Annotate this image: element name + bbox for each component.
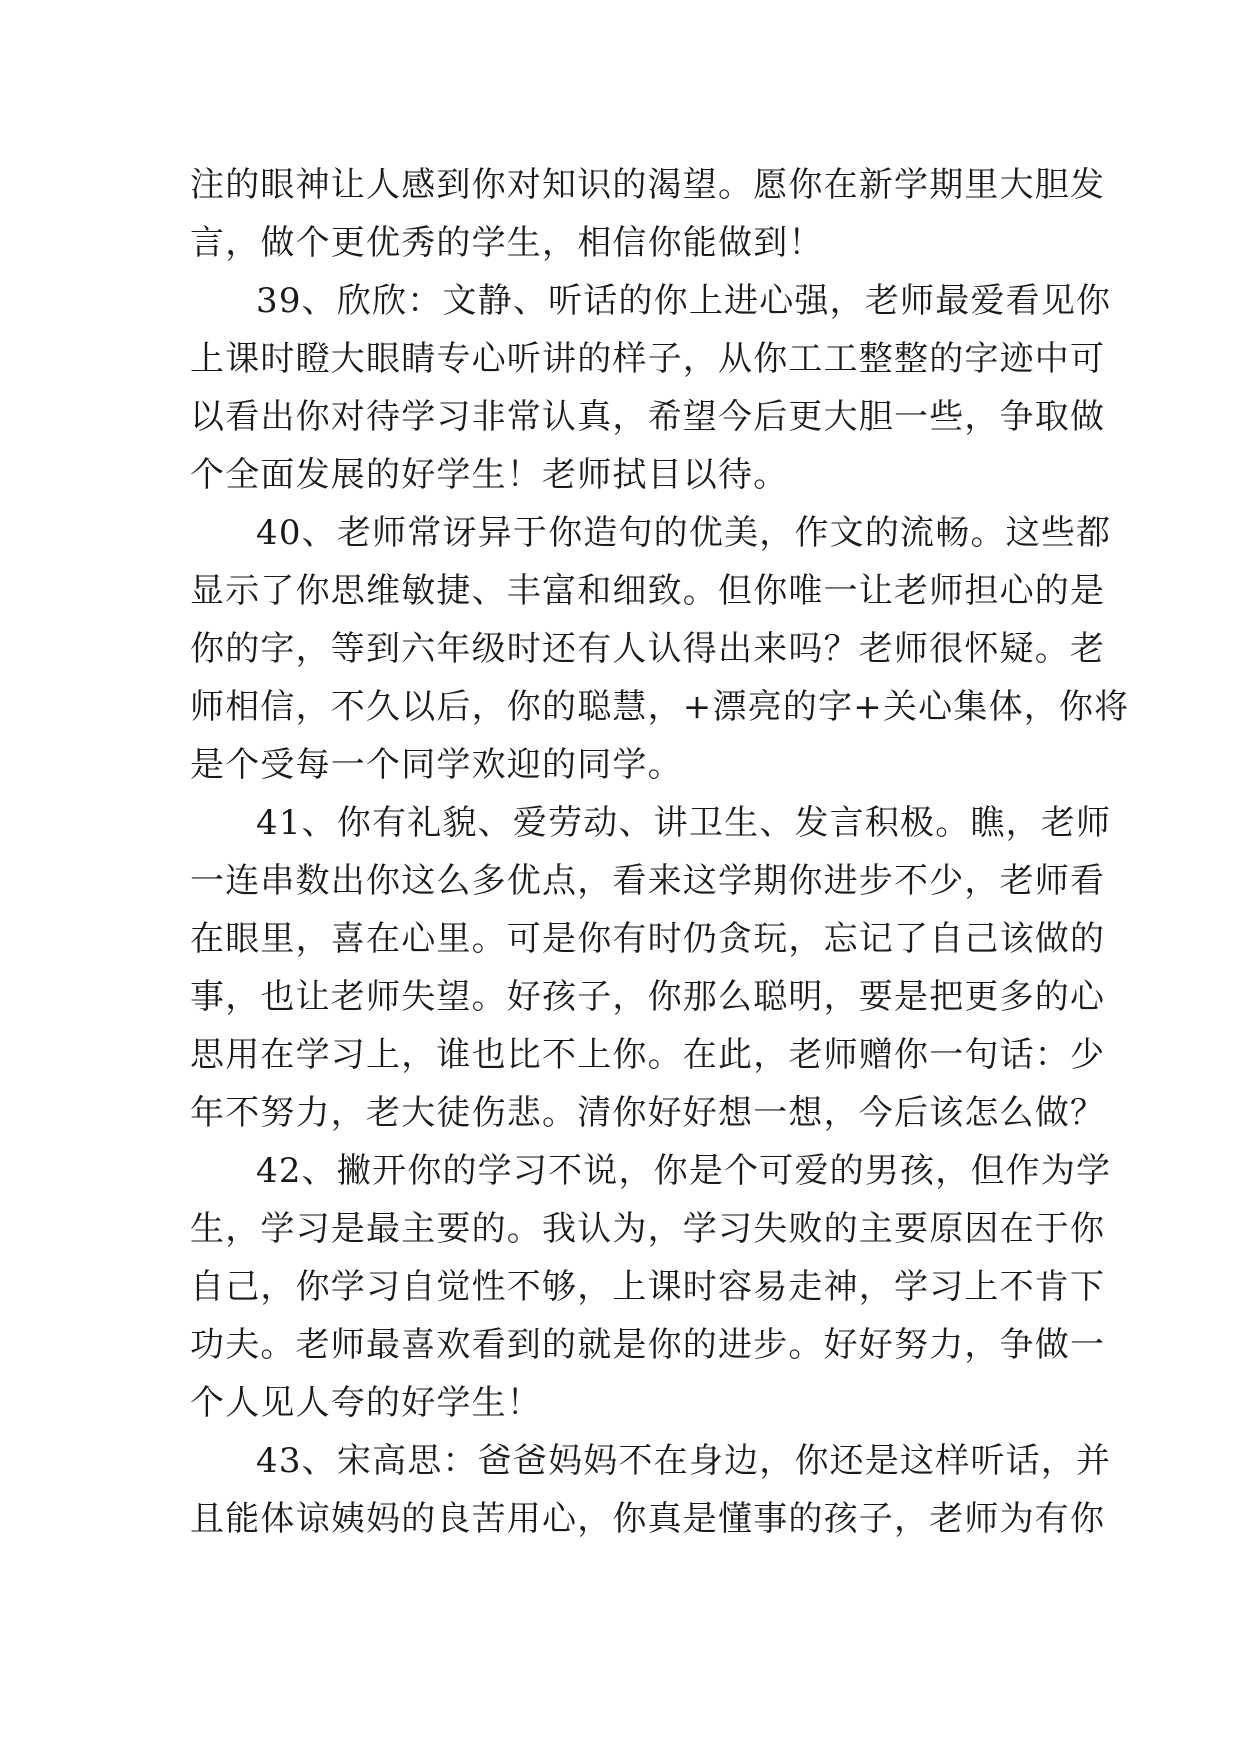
text-line: 42、撇开你的学习不说，你是个可爱的男孩，但作为学 (256, 1151, 1112, 1191)
text-line: 言，做个更优秀的学生，相信你能做到！ (190, 223, 824, 263)
document-body (190, 156, 1130, 1548)
text-line: 事，也让老师失望。好孩子，你那么聪明，要是把更多的心 (190, 977, 1106, 1017)
text-line: 43、宋高思：爸爸妈妈不在身边，你还是这样听话，并 (256, 1441, 1112, 1481)
text-line: 个人见人夸的好学生！ (190, 1383, 542, 1423)
text-line: 思用在学习上，谁也比不上你。在此，老师赠你一句话：少 (190, 1035, 1106, 1075)
text-line: 注的眼神让人感到你对知识的渴望。愿你在新学期里大胆发 (190, 165, 1106, 205)
text-line: 40、老师常讶异于你造句的优美，作文的流畅。这些都 (256, 513, 1112, 553)
text-line: 41、你有礼貌、爱劳动、讲卫生、发言积极。瞧，老师 (256, 803, 1112, 843)
text-line: 自己，你学习自觉性不够，上课时容易走神，学习上不肯下 (190, 1267, 1106, 1307)
text-line: 你的字，等到六年级时还有人认得出来吗？老师很怀疑。老 (190, 629, 1106, 669)
text-line: 且能体谅姨妈的良苦用心，你真是懂事的孩子，老师为有你 (190, 1499, 1106, 1539)
text-line: 上课时瞪大眼睛专心听讲的样子，从你工工整整的字迹中可 (190, 339, 1106, 379)
text-line: 一连串数出你这么多优点，看来这学期你进步不少，老师看 (190, 861, 1106, 901)
text-line: 以看出你对待学习非常认真，希望今后更大胆一些，争取做 (190, 397, 1106, 437)
text-line: 功夫。老师最喜欢看到的就是你的进步。好好努力，争做一 (190, 1325, 1106, 1365)
text-line: 是个受每一个同学欢迎的同学。 (190, 745, 683, 785)
text-line: 师相信，不久以后，你的聪慧，+漂亮的字+关心集体，你将 (190, 687, 1130, 727)
text-line: 生，学习是最主要的。我认为，学习失败的主要原因在于你 (190, 1209, 1106, 1249)
text-line: 个全面发展的好学生！老师拭目以待。 (190, 455, 789, 495)
text-line: 在眼里，喜在心里。可是你有时仍贪玩，忘记了自己该做的 (190, 919, 1106, 959)
text-line: 年不努力，老大徒伤悲。清你好好想一想，今后该怎么做？ (190, 1093, 1106, 1133)
text-line: 39、欣欣：文静、听话的你上进心强，老师最爱看见你 (256, 281, 1112, 321)
text-line: 显示了你思维敏捷、丰富和细致。但你唯一让老师担心的是 (190, 571, 1106, 611)
